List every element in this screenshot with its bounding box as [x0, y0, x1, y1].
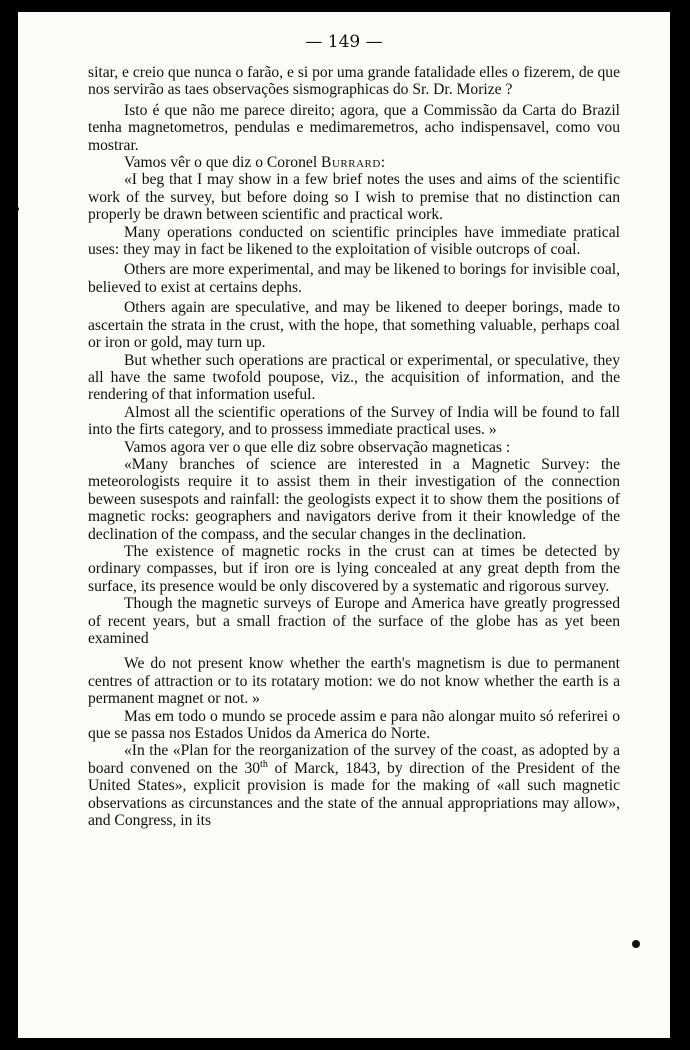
page-body: [88, 64, 620, 829]
author-name: Burrard: [321, 154, 381, 172]
paragraph: «I beg that I may show in a few brief notes the uses and aims of the scientific work of the survey, but before doing so I wish to premise that no distinction can properly be drawn between scientific and practical work.: [88, 171, 620, 224]
paragraph: We do not present know whether the earth's magnetism is due to permanent centres of attraction or to its rotatary motion: we do not know whether the earth is a permanent magnet or not. »: [88, 655, 620, 708]
paragraph: Almost all the scientific operations of the Survey of India will be found to fall into the firts category, and to prossess immediate practical uses. »: [88, 403, 620, 439]
paragraph: Others are more experimental, and may be likened to borings for invisible coal, believed to exist at certains dephs.: [88, 261, 620, 296]
paragraph: Vamos agora ver o que elle diz sobre observação magneticas :: [124, 438, 511, 456]
paragraph: [88, 154, 620, 171]
paragraph: Though the magnetic surveys of Europe and America have greatly progressed of recent years, but a small fraction of the surface of the globe has as yet been examined: [88, 595, 620, 647]
paragraph: Others again are speculative, and may be likened to deeper borings, made to ascertain the strata in the crust, with the hope, that something valuable, perhaps coal or iron or gold, may turn up.: [88, 299, 620, 352]
paragraph: «Many branches of science are interested in a Magnetic Survey: the meteorologists require it to assist them in their investigation of the connection beween susespots and rainfall: the geologists expect it to show them the positions of magnetic rocks: geographers and navigators derive from it their knowledge of the declination of the compass, and the secular changes in the declination.: [88, 455, 620, 543]
paragraph: But whether such operations are practical or experimental, or speculative, they all have the same twofold poupose, viz., the acquisition of information, and the rendering of that information useful.: [88, 351, 620, 404]
paragraph: sitar, e creio que nunca o farão, e si por uma grande fatalidade elles o fizerem, de que nos servirão as taes observações sismographicas do Sr. Dr. Morize ?: [88, 64, 620, 99]
book-page: [18, 12, 670, 1038]
paragraph-text: of Marck, 1843, by direction of the President of the United States», explicit provision is made for the making of «all such magnetic observations as circunstances and the state of the annual appropriations may allow», and Congress, in its: [88, 759, 620, 830]
paragraph-text: Vamos vêr o que diz o Coronel: [124, 154, 322, 172]
ink-speck: [632, 940, 640, 948]
paragraph: [88, 742, 620, 829]
paragraph: Isto é que não me parece direito; agora, que a Commissão da Carta do Brazil tenha magnetometros, pendulas e medimaremetros, acho indispensavel, como vou mostrar.: [88, 101, 620, 154]
paragraph: The existence of magnetic rocks in the crust can at times be detected by ordinary compasses, but if iron ore is lying concealed at any great depth from the surface, its presence would be only discovered by a systematic and rigorous survey.: [88, 542, 620, 595]
superscript: th: [260, 758, 268, 770]
paragraph-text: «In the «Plan for the reorganization of the survey of the coast, as adopted by a board convened on the 30: [88, 742, 620, 777]
page-number: — 149 —: [305, 32, 383, 52]
paragraph-text: :: [380, 154, 386, 172]
ink-speck: [18, 207, 19, 211]
paragraph: Many operations conducted on scientific principles have immediate pratical uses: they may in fact be likened to the exploitation of visible outcrops of coal.: [88, 223, 620, 259]
paragraph: Mas em todo o mundo se procede assim e para não alongar muito só referirei o que se passa nos Estados Unidos da America do Norte.: [88, 707, 620, 743]
